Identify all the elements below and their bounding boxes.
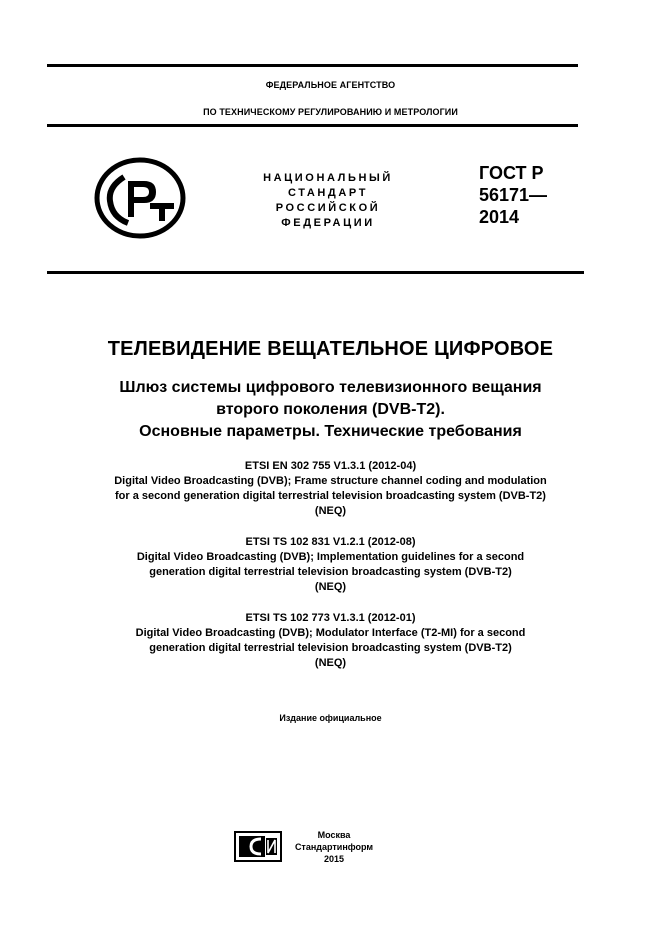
publisher-logo	[233, 830, 283, 863]
national-standard-line-3: РОССИЙСКОЙ	[275, 202, 381, 214]
publisher-city: Москва	[317, 830, 351, 840]
reference-text-line-1: Digital Video Broadcasting (DVB); Frame structure channel coding and modulation	[114, 475, 547, 487]
reference-block-3	[20, 611, 641, 671]
reference-text-line-2: generation digital terrestrial television broadcasting system (DVB-T2)	[149, 642, 512, 654]
gost-r-logo	[94, 157, 186, 239]
publisher-info	[286, 829, 382, 865]
publisher-year: 2015	[323, 854, 345, 864]
subtitle-line-1: Шлюз системы цифрового телевизионного вещания	[119, 379, 542, 396]
reference-mark: (NEQ)	[314, 505, 347, 517]
agency-line-1: ФЕДЕРАЛЬНОЕ АГЕНТСТВО	[265, 80, 396, 90]
national-standard-line-2: СТАНДАРТ	[287, 187, 369, 199]
reference-code: ETSI EN 302 755 V1.3.1 (2012-04)	[244, 460, 417, 472]
gost-designation	[479, 162, 547, 228]
agency-rule	[47, 124, 578, 127]
gost-line-3: 2014	[479, 207, 520, 227]
reference-text-line-2: generation digital terrestrial television broadcasting system (DVB-T2)	[149, 566, 512, 578]
header-bottom-rule	[47, 271, 584, 274]
agency-line-2: ПО ТЕХНИЧЕСКОМУ РЕГУЛИРОВАНИЮ И МЕТРОЛОГИИ	[203, 107, 458, 117]
national-standard-line-4: ФЕДЕРАЦИИ	[281, 217, 375, 229]
standartinform-logo-icon	[233, 830, 283, 863]
subtitle-line-2: второго поколения (DVB-T2).	[216, 401, 445, 418]
reference-block-2	[20, 535, 641, 595]
reference-text-line-1: Digital Video Broadcasting (DVB); Modulator Interface (T2-MI) for a second	[135, 627, 526, 639]
reference-mark: (NEQ)	[314, 657, 347, 669]
national-standard-caption	[230, 171, 426, 231]
reference-code: ETSI TS 102 831 V1.2.1 (2012-08)	[245, 536, 416, 548]
publisher-name: Стандартинформ	[294, 842, 374, 852]
gost-r-mark-icon	[94, 157, 186, 239]
document-title: ТЕЛЕВИДЕНИЕ ВЕЩАТЕЛЬНОЕ ЦИФРОВОЕ	[107, 338, 554, 360]
edition-label: Издание официальное	[279, 713, 382, 723]
reference-text-line-1: Digital Video Broadcasting (DVB); Implementation guidelines for a second	[136, 551, 525, 563]
subtitle-line-3: Основные параметры. Технические требования	[139, 423, 522, 440]
document-subtitle	[20, 377, 641, 443]
reference-code: ETSI TS 102 773 V1.3.1 (2012-01)	[245, 612, 416, 624]
national-standard-line-1: НАЦИОНАЛЬНЫЙ	[263, 172, 393, 184]
reference-block-1	[20, 459, 641, 519]
reference-text-line-2: for a second generation digital terrestrial television broadcasting system (DVB-T2)	[115, 490, 546, 502]
reference-mark: (NEQ)	[314, 581, 347, 593]
gost-line-1: ГОСТ Р	[479, 163, 544, 183]
gost-line-2: 56171—	[479, 185, 548, 205]
top-rule	[47, 64, 578, 67]
